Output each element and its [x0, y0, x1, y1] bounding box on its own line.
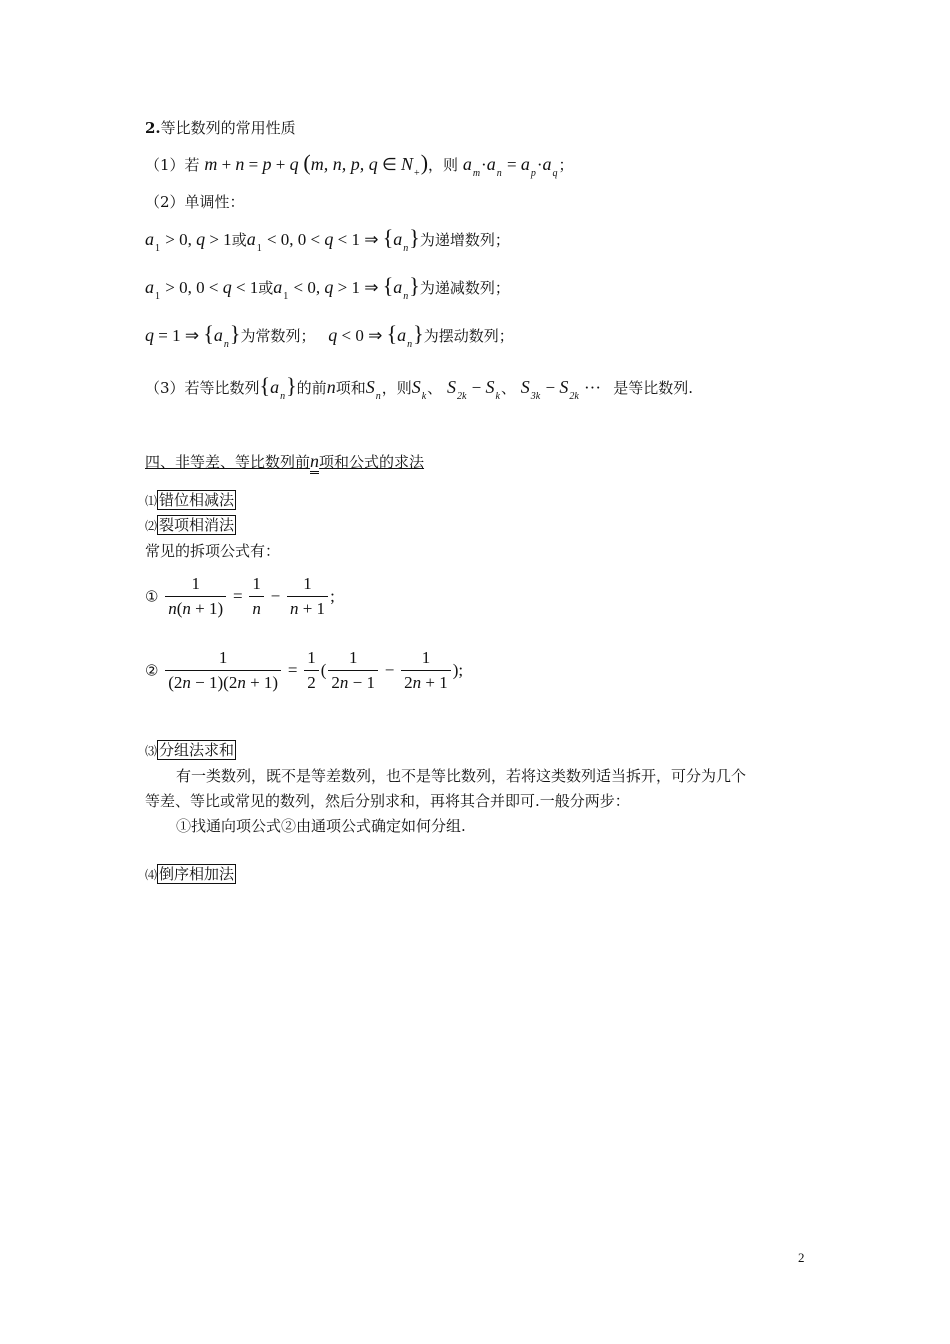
- monotonic-increasing: $a_1 > 0$, q > 1或$a_1 < 0$, 0 < q < 1 ⇒ $\{a_n\}$为递增数列；: [145, 225, 510, 254]
- method-2: ⑵ 裂项相消法: [145, 516, 235, 534]
- monotonic-decreasing: $a_1 > 0$, 0 < q < 1或$a_1 < 0$, q > 1 ⇒ $\{a_n\}$为递减数列；: [145, 273, 510, 302]
- section2-heading: 2.等比数列的常用性质: [145, 119, 296, 137]
- method-1: ⑴ 错位相减法: [145, 491, 235, 509]
- split-formula-2: ② $\frac{1}{(2n - 1)(2n + 1)}$ = $\frac{1}{2}$ ( $\frac{1}{2n - 1}$ − $\frac{1}{2n + 1}$ );: [145, 648, 464, 692]
- group-paragraph-line-3: ①找通向项公式②由通项公式确定如何分组.: [176, 817, 466, 835]
- property-2-label: （2）单调性：: [145, 193, 245, 211]
- constant-and-oscillating: q = 1 ⇒ $\{a_n\}$为常数列； q < 0 ⇒ $\{a_n\}$为摆动数列；: [145, 321, 514, 350]
- split-formula-1: ① $\frac{1}{n(n + 1)}$ = $\frac{1}{n}$ − $\frac{1}{n + 1}$ ;: [145, 574, 335, 618]
- section2-number: 2.: [145, 119, 161, 137]
- method-4: ⑷ 倒序相加法: [145, 865, 235, 883]
- method-3: ⑶ 分组法求和: [145, 741, 235, 759]
- property-3: （3）若等比数列$\{a_n\}$的前n项和$S_n$，则$S_k$、 $S_{2k} - S_k$、 $S_{3k} - S_{2k}$ ··· 是等比数列.: [145, 373, 694, 402]
- section4-heading: 四、非等差、等比数列前n项和公式的求法: [145, 450, 424, 473]
- group-paragraph-line-1: 有一类数列，既不是等差数列，也不是等比数列，若将这类数列适当拆开，可分为几个: [176, 767, 747, 785]
- group-paragraph-line-2: 等差、等比或常见的数列，然后分别求和，再将其合并即可.一般分两步：: [145, 792, 630, 810]
- property-1: （1）若 m + n = p + q (m, n, p, q ∈ $N_+$)，则 $a_m\cdot a_n = a_p\cdot a_q$；: [145, 150, 574, 179]
- split-formula-intro: 常见的拆项公式有：: [145, 542, 281, 560]
- formula-mn-pq: m: [204, 154, 218, 174]
- page-number: 2: [798, 1250, 805, 1265]
